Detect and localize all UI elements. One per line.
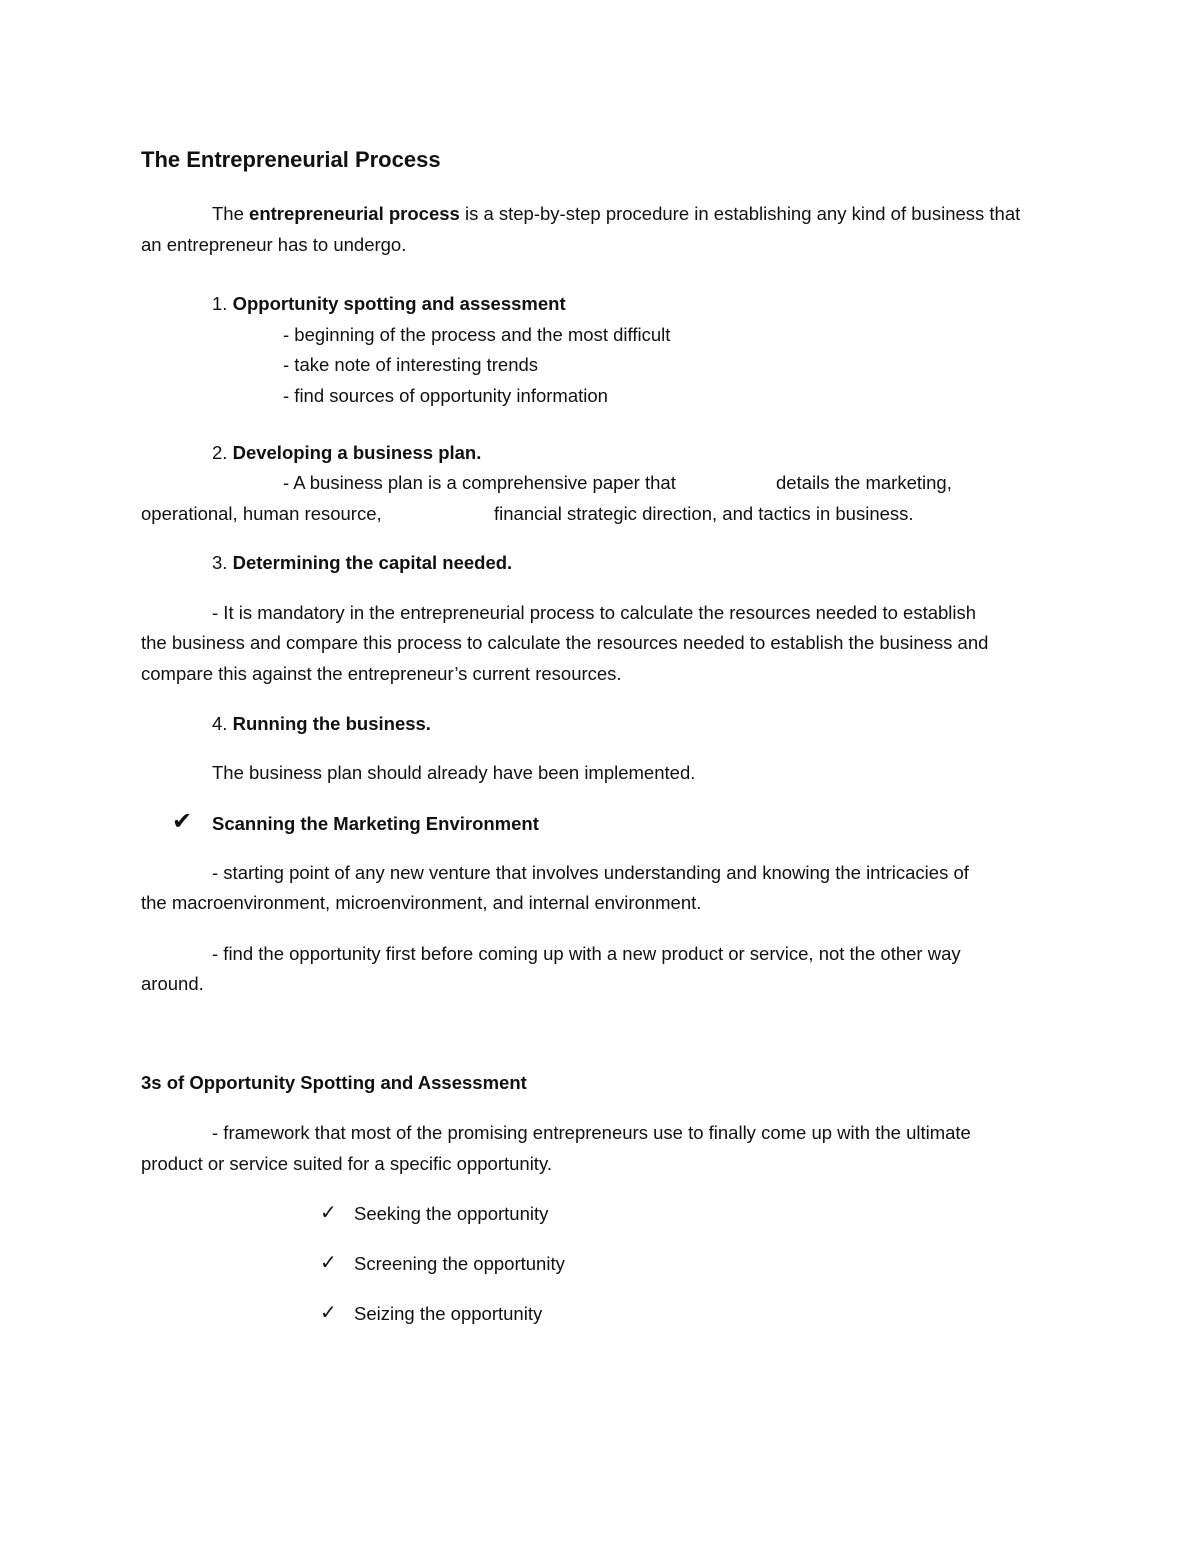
scanning-heading: Scanning the Marketing Environment bbox=[212, 813, 539, 834]
checkmark-icon: ✓ bbox=[320, 1250, 337, 1274]
intro-line-1 bbox=[212, 203, 1020, 225]
checkmark-icon: ✓ bbox=[320, 1200, 337, 1224]
intro-post: is a step-by-step procedure in establishing any kind of business that bbox=[459, 203, 1021, 224]
step-1-bullet: - find sources of opportunity information bbox=[283, 385, 608, 406]
step-3-title: Determining the capital needed. bbox=[232, 552, 513, 573]
checkmark-icon: ✔ bbox=[172, 807, 193, 835]
step-4-heading bbox=[212, 713, 431, 735]
step-1-bullet: - beginning of the process and the most difficult bbox=[283, 324, 671, 345]
step-1-title: Opportunity spotting and assessment bbox=[232, 293, 566, 314]
step-3-text: the business and compare this process to calculate the resources needed to establish the business and bbox=[141, 632, 989, 653]
step-2-title: Developing a business plan. bbox=[232, 442, 482, 463]
step-2-text: - A business plan is a comprehensive paper that bbox=[283, 472, 676, 493]
step-1-heading bbox=[212, 293, 566, 315]
intro-pre: The bbox=[212, 203, 250, 224]
threes-list-item: Screening the opportunity bbox=[354, 1253, 565, 1274]
step-3-number: 3. bbox=[212, 552, 233, 573]
threes-list-item: Seizing the opportunity bbox=[354, 1303, 543, 1324]
threes-list-item: Seeking the opportunity bbox=[354, 1203, 549, 1224]
scanning-text: around. bbox=[141, 973, 204, 994]
step-2-text: details the marketing, bbox=[776, 472, 952, 493]
step-2-text: operational, human resource, bbox=[141, 503, 382, 524]
step-2-heading bbox=[212, 442, 481, 464]
step-4-number: 4. bbox=[212, 713, 233, 734]
threes-text: - framework that most of the promising entrepreneurs use to finally come up with the ultimate bbox=[212, 1122, 971, 1143]
step-4-title: Running the business. bbox=[232, 713, 431, 734]
threes-heading: 3s of Opportunity Spotting and Assessment bbox=[141, 1072, 527, 1093]
intro-line-2: an entrepreneur has to undergo. bbox=[141, 234, 407, 255]
step-3-heading bbox=[212, 552, 512, 574]
step-1-bullet: - take note of interesting trends bbox=[283, 354, 539, 375]
scanning-text: - find the opportunity first before coming up with a new product or service, not the other way bbox=[212, 943, 961, 964]
step-3-text: - It is mandatory in the entrepreneurial process to calculate the resources needed to establish bbox=[212, 602, 977, 623]
scanning-text: - starting point of any new venture that involves understanding and knowing the intricacies of bbox=[212, 862, 969, 883]
scanning-text: the macroenvironment, microenvironment, and internal environment. bbox=[141, 892, 702, 913]
step-1-number: 1. bbox=[212, 293, 233, 314]
step-2-number: 2. bbox=[212, 442, 233, 463]
page-title: The Entrepreneurial Process bbox=[141, 147, 441, 172]
step-4-text: The business plan should already have been implemented. bbox=[212, 762, 696, 783]
step-3-text: compare this against the entrepreneur’s current resources. bbox=[141, 663, 622, 684]
step-2-text: financial strategic direction, and tactics in business. bbox=[494, 503, 914, 524]
checkmark-icon: ✓ bbox=[320, 1300, 337, 1324]
intro-bold-term: entrepreneurial process bbox=[249, 203, 460, 224]
threes-text: product or service suited for a specific opportunity. bbox=[141, 1153, 552, 1174]
